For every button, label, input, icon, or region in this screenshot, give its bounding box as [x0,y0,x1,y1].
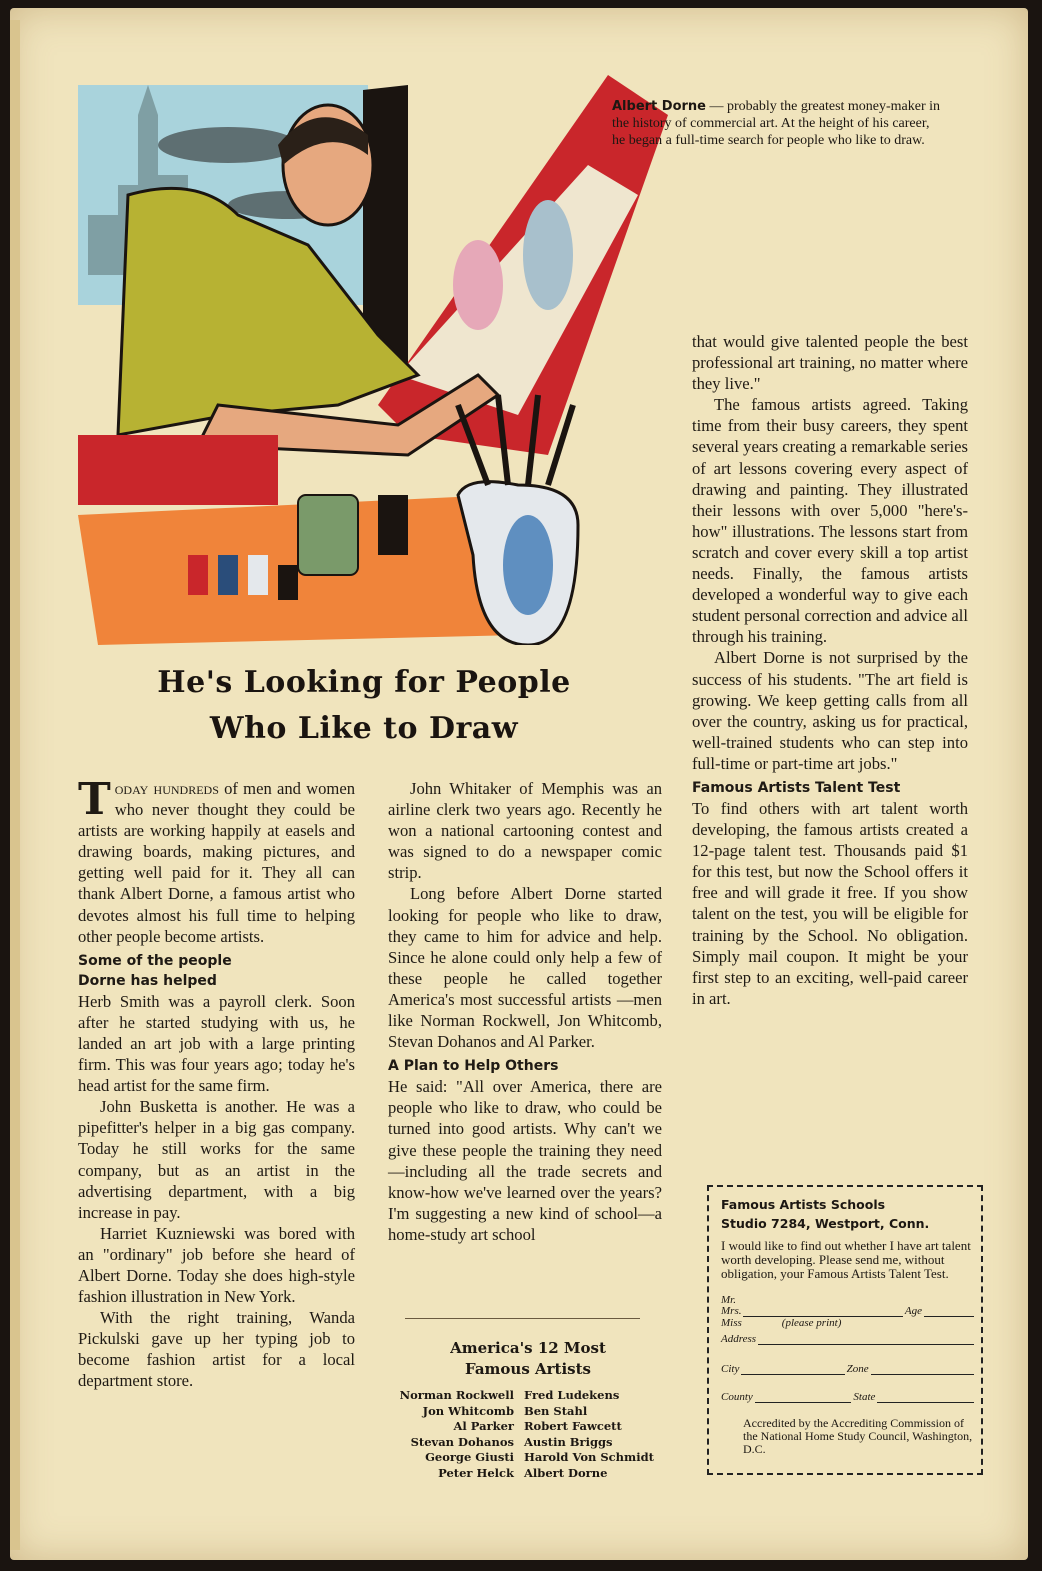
artist-name: George Giusti [425,1450,514,1464]
artist-name: Austin Briggs [524,1434,613,1449]
please-print-label: (please print) [781,1317,842,1329]
subhead-line-1: Some of the people [78,952,232,969]
artist-name: Peter Helck [438,1465,514,1480]
paragraph: Herb Smith was a payroll clerk. Soon after he started studying with us, he landed an art job with a large printing firm. This was four years ago; today he's head artist for the same firm. [78,991,355,1096]
paragraph: Albert Dorne is not surprised by the success of his students. "The art field is growing. We keep getting calls from all over the country, asking us for practical, well-trained students who can step into full-time or part-time art jobs." [692,648,968,773]
mrs-label: Mrs. [721,1305,742,1317]
artist-name: Al Parker [453,1419,514,1433]
illustration-artist-at-easel [78,75,668,645]
subhead-plan: A Plan to Help Others [388,1058,559,1075]
page-edge [10,20,20,1550]
city-zone-field[interactable] [721,1363,976,1375]
paragraph: Long before Albert Dorne started looking for people who like to draw, they came to him for advice and help. Since he alone could only help a few of these people he called together America's most successful artists —men like Norman Rockwell, Jon Whitcomb, Stevan Dohanos and Al Parker. [388,884,662,1052]
accreditation-note: Accredited by the Accrediting Commission of the National Home Study Council, Washington, D.C. [743,1416,973,1456]
age-label: Age [904,1305,922,1317]
paragraph: With the right training, Wanda Pickulski gave up her typing job to become fashion artist for a local department store. [78,1308,355,1391]
subhead-talent-test: Famous Artists Talent Test [692,779,901,796]
caption-name: Albert Dorne [612,99,706,114]
paragraph: The famous artists agreed. Taking time from their busy careers, they spent several years creating a remarkable series of art lessons covering every aspect of drawing and painting. They illustrated their lessons with over 5,000 "here's-how" illustrations. The lessons start from scratch and cover every skill a top artist needs. Finally, the famous artists developed a wonderful way to give each student personal correction and advice all through his training. [692,395,968,647]
paragraph: that would give talented people the best professional art training, no matter where they live." [692,332,968,394]
artist-name: Stevan Dohanos [410,1434,514,1449]
headline [80,660,648,752]
divider [405,1318,640,1319]
county-state-field[interactable] [721,1391,976,1403]
paragraph: He said: "All over America, there are people who like to draw, who could be turned into good artists. Why can't we give these people the training they need—including all the trade secrets and know-how we've learned over the years? I'm suggesting a new kind of school—a home-study art school [388,1077,662,1244]
artist-name: Norman Rockwell [399,1388,514,1402]
artists-grid [388,1388,668,1481]
address-field[interactable] [721,1333,976,1345]
caption-text: — probably the greatest money-maker in the history of commercial art. At the height of his career, he began a full-time search for people who like to draw. [612,99,941,148]
address-label: Address [721,1333,757,1345]
subhead-people-helped [78,951,355,991]
artist-name: Albert Dorne [524,1465,608,1480]
city-label: City [721,1363,740,1375]
paragraph: John Busketta is another. He was a pipefitter's helper in a big gas company. Today he still works for the same company, but as an artist in the advertising department, with a big increase in pay. [78,1097,355,1222]
paragraph: Harriet Kuzniewski was bored with an "ordinary" job before she heard of Albert Dorne. Today she does high-style fashion illustration in New York. [78,1223,355,1307]
coupon-studio: Studio 7284, Westport, Conn. [721,1216,930,1231]
headline-line-1: He's Looking for People [157,665,571,700]
subhead-line-2: Dorne has helped [78,972,217,989]
state-label: State [853,1391,876,1403]
coupon-body: I would like to find out whether I have art talent worth developing. Please send me, without obligation, your Famous Artists Talent Test. [721,1238,971,1281]
mr-label: Mr. [721,1294,736,1306]
coupon-school: Famous Artists Schools [721,1197,886,1212]
intro-text: of men and women who never thought they could be artists are working happily at easels and drawing boards, making pictures, and getting well paid for it. They all can thank Albert Dorne, a famous artist who devotes almost his full time to helping other people become artists. [78,779,355,946]
county-label: County [721,1391,753,1403]
zone-label: Zone [846,1363,869,1375]
artist-name: Jon Whitcomb [422,1403,514,1418]
paragraph: John Whitaker of Memphis was an airline clerk two years ago. Recently he won a national cartooning contest and was signed to do a newspaper comic strip. [388,779,662,883]
illustration-caption [612,98,942,149]
name-field[interactable] [721,1295,976,1317]
paragraph: To find others with art talent worth developing, the famous artists created a 12-page talent test. Thousands paid $1 for this test, but now the School offers it free and will grade it free. If you show talent on the test, you will be eligible for training by the School. No obligation. Simply mail coupon. It might be your first step to an exciting, well-paid career in art. [692,798,968,1008]
artists-title-2: Famous Artists [465,1360,591,1378]
column-3 [692,331,968,1009]
miss-label: Miss [721,1317,742,1329]
artists-title-1: America's 12 Most [450,1339,606,1357]
column-1 [78,774,355,1392]
artist-name: Robert Fawcett [524,1419,622,1433]
mail-coupon[interactable] [707,1185,983,1475]
column-2 [388,778,662,1245]
famous-artists-list [388,1338,668,1481]
artist-name: Fred Ludekens [524,1388,620,1402]
lead-in: oday hundreds [114,779,219,798]
drop-cap: T [78,774,111,825]
intro-paragraph [78,774,355,947]
artist-name: Ben Stahl [524,1403,588,1418]
headline-line-2: Who Like to Draw [209,711,519,746]
artist-name: Harold Von Schmidt [524,1450,654,1464]
